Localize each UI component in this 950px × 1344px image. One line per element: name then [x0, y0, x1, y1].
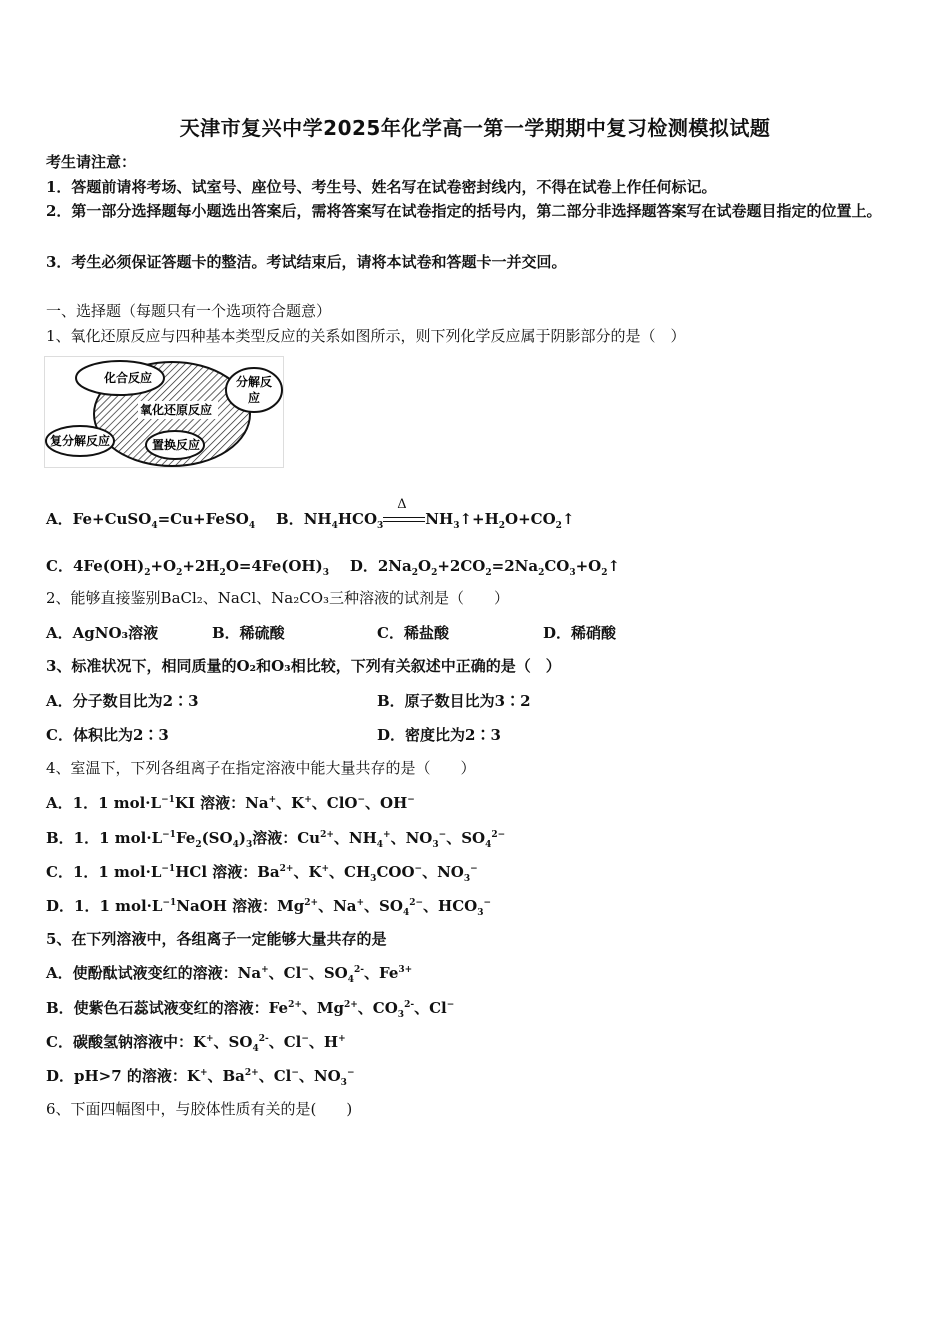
notice-item-3: 3．考生必须保证答题卡的整洁。考试结束后，请将本试卷和答题卡一并交回。: [46, 253, 567, 271]
question-6-stem: 6、下面四幅图中，与胶体性质有关的是( ): [46, 1100, 353, 1118]
decomposition-label: 分解反: [236, 375, 273, 389]
notice-item-1: 1．答题前请将考场、试室号、座位号、考生号、姓名写在试卷密封线内，不得在试卷上作任何标记。: [46, 178, 717, 196]
delta-symbol: Δ: [397, 497, 407, 512]
page-title: 天津市复兴中学2025年化学高一第一学期期中复习检测模拟试题: [179, 116, 771, 140]
question-4-option-d: D．1．1 $mol\cdot L^{-1}NaOH$ 溶液：$Mg^{2+}$、Na+、$SO_4^{2-}$、$HCO_3^-$: [46, 897, 492, 918]
question-3-option-b: B．原子数目比为3∶2: [377, 692, 531, 710]
question-1-options-ab: A．Fe+CuSO$_4$=Cu+FeSO$_4$ B．$NH_4HCO_3$ Δ $NH_3↑+H_2O+CO_2↑$: [46, 497, 575, 531]
question-5-option-a: A．使酚酞试液变红的溶液：Na+、Cl−、$SO_4^{2-}$、$Fe^{3+}$: [46, 964, 413, 985]
notice-heading: 考生请注意：: [46, 153, 137, 171]
question-4-option-b: B．1．1 $mol\cdot L^{-1}Fe_2(SO_4)_3$溶液：$Cu^{2+}$、$NH_4^+$、$NO_3^-$、$SO_4^{2-}$: [46, 829, 506, 850]
redox-label: 氧化还原反应: [140, 403, 213, 417]
question-3-option-c: C．体积比为2∶3: [46, 726, 169, 744]
question-2-option-c: C．稀盐酸: [377, 624, 449, 642]
question-2-option-a: A．AgNO₃溶液: [46, 624, 159, 642]
question-2-option-d: D．稀硝酸: [543, 624, 617, 642]
question-1-stem: 1、氧化还原反应与四种基本类型反应的关系如图所示，则下列化学反应属于阴影部分的是（ ）: [46, 327, 686, 345]
notice-item-2: 2．第一部分选择题每小题选出答案后，需将答案写在试卷指定的括号内，第二部分非选择题答案写在试卷题目指定的位置上。: [46, 202, 882, 220]
question-4-option-a: A．1．1 $mol\cdot L^{-1}KI$ 溶液：Na+、K+、ClO−、OH−: [46, 794, 415, 812]
decomposition-label-2: 应: [248, 391, 261, 405]
combination-label: 化合反应: [104, 371, 153, 385]
question-3-option-a: A．分子数目比为2∶3: [46, 692, 199, 710]
double-displacement-label: 复分解反应: [50, 434, 111, 448]
question-2-stem: 2、能够直接鉴别BaCl₂、NaCl、Na₂CO₃三种溶液的试剂是（ ）: [46, 589, 510, 607]
question-4-stem: 4、室温下，下列各组离子在指定溶液中能大量共存的是（ ）: [46, 759, 476, 777]
question-3-stem: 3、标准状况下，相同质量的O₂和O₃相比较，下列有关叙述中正确的是（ ）: [46, 657, 561, 675]
question-2-option-b: B．稀硫酸: [212, 624, 285, 642]
question-3-option-d: D．密度比为2∶3: [377, 726, 501, 744]
section-heading: 一、选择题（每题只有一个选项符合题意）: [46, 302, 332, 320]
heating-arrow: [383, 497, 425, 529]
question-1-options-cd: C．$4Fe(OH)_2+O_2+2H_2O=4Fe(OH)_3$ D．$2Na_2O_2+2CO_2=2Na_2CO_3+O_2↑$: [46, 557, 621, 578]
question-4-option-c: C．1．1 $mol\cdot L^{-1}HCl$ 溶液：$Ba^{2+}$、K+、$CH_3COO^-$、$NO_3^-$: [46, 863, 478, 884]
displacement-label: 置换反应: [152, 438, 201, 452]
question-5-option-b: B．使紫色石蕊试液变红的溶液：$Fe^{2+}$、$Mg^{2+}$、$CO_3^{2-}$、Cl−: [46, 999, 455, 1020]
question-5-stem: 5、在下列溶液中，各组离子一定能够大量共存的是: [46, 930, 387, 948]
question-5-option-c: C．碳酸氢钠溶液中：K+、$SO_4^{2-}$、Cl−、H+: [46, 1033, 346, 1054]
reaction-venn-diagram: [44, 356, 284, 468]
question-5-option-d: D．pH>7 的溶液：K+、$Ba^{2+}$、Cl−、$NO_3^-$: [46, 1067, 355, 1088]
